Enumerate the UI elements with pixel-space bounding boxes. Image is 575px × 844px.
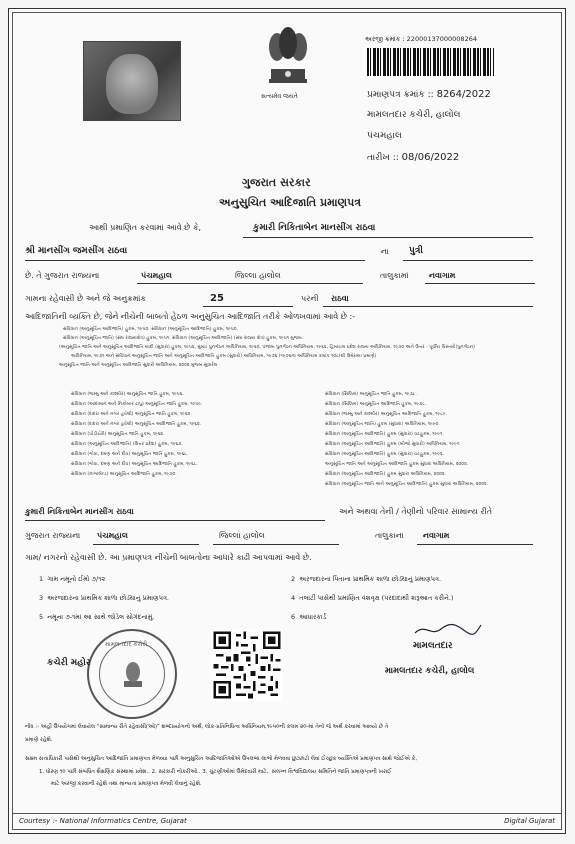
barcode (367, 48, 494, 76)
date-label: તારીખ (367, 153, 390, 163)
order-left-item: સંવિધાન (ગોવા, દમણ અને દીવ) અનુસૂચિત આદિજાતિ હુકમ, ૧૯૬૮. (71, 462, 198, 467)
order-right-item: સંવિધાન (અનુસૂચિત આદિજાતિ) હુકમ સુધારા અધિનિયમ, ૨૦૦૨. (325, 472, 447, 477)
taluka-label: તાલુકામાં (380, 271, 409, 280)
order-right-item: સંવિધાન (જમ્મુ અને કાશ્મીર) અનુસૂચિત આદિજાતિ હુકમ, ૧૯૮૯. (325, 412, 447, 417)
recognition-line: આદિજાતિની વ્યક્તિ છે, જેને નીચેની બાબતો હેઠળ અનુસુચિત આદિજાતિ તરીકે ઓળખવામાં આવે છે :- (25, 312, 356, 321)
applicant-name: કુમારી નિકિતાબેન માનસીંગ રાઠવા (253, 223, 376, 233)
order-right-item: સંવિધાન (અનુસૂચિત જાતિ) હુકમ (સુધારા) અધિનિયમ, ૧૯૯૦. (325, 422, 440, 427)
office-stamp-text: કચેરી મહોર (47, 658, 91, 668)
serial-number: 25 (210, 293, 224, 304)
brand-text: Digital Gujarat (504, 817, 555, 825)
order-right-item: સંવિધાન (અનુસૂચિત જાતિ અને અનુસૂચિત આદિજાતિ) હુકમ સુધારા અધિનિયમ, ૨૦૦૨. (325, 482, 489, 487)
application-number: અરજી ક્રમાંક : 22000137000008264 (365, 35, 477, 43)
order-left-item: સંવિધાન (દાદરા અને નગર હવેલી) અનુસૂચિત આદિજાતિ હુકમ, ૧૯૬૨. (71, 422, 202, 427)
state-prefix: છે. તે ગુજરાત રાજ્યના (25, 271, 100, 280)
state-prefix-2: ગુજરાત રાજ્યના (25, 531, 81, 540)
relation-suffix: ના (381, 247, 389, 256)
relation: પુત્રી (409, 246, 423, 256)
issuing-office: મામલતદાર કચેરી, હાલોલ (367, 110, 461, 120)
signatory-office: મામલતદાર કચેરી, હાલોલ (385, 666, 475, 676)
basis-item: 1 ગામ નમૂનો ઈમો ૭/૧૨ (39, 575, 106, 583)
taluka-district: જિલ્લા હાલોલ (235, 271, 281, 280)
tribe-name: રાઠવા (331, 294, 349, 303)
certificate-border (12, 12, 562, 830)
family-line: અને અથવા તેની / તેણીનો પરિવાર સામાન્ય રીતે (339, 507, 493, 516)
signatory-designation: મામલતદાર (413, 641, 453, 651)
emblem-caption: સત્યમેવ જયતે (261, 93, 298, 100)
office-seal (87, 629, 177, 719)
order-right-item: સંવિધાન (સિક્કિમ) અનુસૂચિત જાતિ હુકમ, ૧૯૭૮. (325, 392, 417, 397)
order-left-item: સંવિધાન (દાદરા અને નગર હવેલી) અનુસૂચિત જાતિ હુકમ, ૧૯૬૨. (71, 412, 192, 417)
note-line: માટે અરજી કરવાની રહેશે તથા માન્યતા પ્રમાણપત્ર મેળવી લેવાનું રહેશે. (51, 781, 202, 787)
order-right-item: સંવિધાન (અનુસૂચિત આદિજાતિ) હુકમ (બીજો સુધારો) અધિનિયમ, ૧૯૯૧. (325, 442, 461, 447)
order-left-item: સંવિધાન (અનુસૂચિત આદિજાતિ) (ઉત્તર પ્રદેશ) હુકમ, ૧૯૬૭. (71, 442, 183, 447)
order-line: સંવિધાન (અનુસૂચિત જાતિ) (સંઘ રાજ્યક્ષેત્ર) હુકમ, ૧૯૫૧. સંવિધાન (અનુસૂચિત આદિજાતિ) (સંઘ રાજ્ય ક્ષેત્ર) હુકમ, ૧૯૫૧ મુજબ. (63, 336, 304, 341)
basis-item: 4 તલાટી પાસેથી પ્રમાણિત વંશવૃક્ષ (પરદાદાથી શરૂઆત કરીને.) (291, 594, 454, 602)
seal-text: મામલતદાર કચેરી (105, 641, 148, 648)
national-emblem-icon (265, 25, 311, 95)
certificate-number: 8264/2022 (436, 89, 491, 100)
order-left-item: સંવિધાન (પોંડીચેરી) અનુસૂચિત જાતિ હુકમ, ૧૯૬૪. (71, 432, 165, 437)
taluka-label-2: તાલુકાના (375, 531, 404, 540)
father-name: શ્રી માનસીંગ જમસીંગ રાઠવા (25, 246, 128, 256)
note-line: 1. ધોરણ ૧૦ પછી સંબંધિત શૈક્ષણિક સંસ્થામાં પ્રવેશ.. 2. સરકારી નોકરીઓ.. 3. ચુંટણીઓમાં ઉમેદવારી માટે.. સંલગ્ન વિશ્વવિદ્યાલય સમિતિને જાતિ પ્રમાણપત્રની ખરાઈ (39, 769, 392, 775)
certificate-page (8, 8, 566, 834)
issue-date: 08/06/2022 (401, 152, 460, 163)
basis-item: 3 અરજદારના પ્રાથમિક શાળા છોડ્યાનું પ્રમાણપત્ર. (39, 594, 170, 602)
applicant-photo (83, 41, 181, 121)
district-header: પંચમહાલ (367, 131, 402, 141)
seal-emblem-icon (121, 661, 145, 691)
certificate-number-row: પ્રમાણપત્ર ક્રમાંક :: 8264/2022 (367, 89, 491, 100)
order-left-item: સંવિધાન (નાગાલેન્ડ) અનુસૂચિત આદિજાતિ હુકમ, ૧૯૭૦. (71, 472, 177, 477)
district-value-2: પંચમહાલ (97, 531, 128, 540)
order-right-item: સંવિધાન (અનુસૂચિત આદિજાતિ) હુકમ (સુધારા) વટહુકમ, ૧૯૯૬. (325, 452, 445, 457)
order-right-item: સંવિધાન (સિક્કિમ) અનુસૂચિત આદિજાતિ હુકમ, ૧૯૭૮. (325, 402, 427, 407)
note-line: નોંધ :- અહીં ઉપયોગમાં લેવાયેલ “સામાન્ય રીતે રહેવાસી(ઓ)” શબ્દપ્રયોગનો અર્થ, લોક-પ્રતિનિધિત્વ અધિનિયમ,૧૯૫૦ની કલમ ૨૦-માં તેનો જે અર્થ કરવામાં આવ્યો છે તે (25, 724, 389, 730)
certificate-title: અનુસુચિત આદિજાતિ પ્રમાણપત્ર (219, 196, 362, 209)
order-line: અધિનિયમ, ૧૯૭૧ અને સંવિધાન અનુસૂચિત જાતિ અને અનુસૂચિત આદિજાતિ હુકમ (સુધારો) અધિનિયમ, ૧૯૭૬ (૧૯૭૬નાં અધિનિયમ ક્રમાંક ૧૦૮)થી ઉમેરાયા પ્રમાણે) (71, 354, 377, 359)
basis-item: 2 અરજદારના પિતાના પ્રાથમિક શાળા છોડ્યાનું પ્રમાણપત્ર. (291, 575, 442, 583)
order-right-item: અનુસૂચિત જાતિ અને અનુસૂચિત આદિજાતિ હુકમ સુધારા અધિનિયમ, ૨૦૦૨. (325, 462, 469, 467)
order-line: સંવિધાન (અનુસૂચિત આદિજાતિ) હુકમ, ૧૯૫૦. સંવિધાન (અનુસૂચિત આદિજાતિ) હુકમ, ૧૯૫૦. (63, 327, 238, 332)
order-left-item: સંવિધાન (આંદામાન અને નિકોબાર ટાપુ) અનુસૂચિત જાતિ હુકમ, ૧૯૫૯. (71, 402, 203, 407)
courtesy-text: Courtesy :- National Informatics Centre, Gujarat (19, 817, 187, 825)
serial-suffix: પરની (301, 294, 319, 303)
government-title: ગુજરાત સરકાર (242, 176, 311, 189)
date-row: તારીખ :: 08/06/2022 (367, 152, 460, 163)
order-right-item: સંવિધાન (અનુસૂચિત આદિજાતિ) હુકમ (સુધારા) વટહુકમ, ૧૯૯૧. (325, 432, 444, 437)
taluka-district-2: જિલ્લા હાલોલ (219, 531, 265, 540)
footer-bar (13, 813, 561, 829)
basis-item: 6 આધારકાર્ડ (291, 613, 327, 621)
applicant-name-repeat: કુમારી નિકિતાબેન માનસીંગ રાઠવા (25, 507, 134, 516)
intro-text: આથી પ્રમાણિત કરવામાં આવે છે કે, (89, 223, 202, 232)
certificate-number-label: પ્રમાણપત્ર ક્રમાંક (367, 90, 425, 100)
village-value: નવાગામ (429, 271, 456, 280)
residence-line: ગામ/ નગરનો રહેવાસી છે. આ પ્રમાણપત્ર નીચેની બાબતોના આધારે કાઢી આપવામાં આવે છે. (25, 553, 312, 562)
order-line: અનુસૂચિત જાતિ અને અનુસૂચિત આદિજાતિ સુધારો અધિનિયમ, ૨૦૦૨ મુજબ સુધારેલ (59, 363, 218, 368)
village-prefix: ગામના રહેવાસી છે અને જે અનુક્રમાંક (25, 294, 147, 303)
qr-code (211, 629, 283, 701)
district-value: પંચમહાલ (141, 271, 172, 280)
order-left-item: સંવિધાન (ગોવા, દમણ અને દીવ) અનુસૂચિત જાતિ હુકમ, ૧૯૬૮. (71, 452, 189, 457)
note-line: પ્રમાણે રહેશે. (25, 737, 53, 743)
order-line: (અનુસૂચિત જાતિ અને અનુસૂચિત આદિજાતિ યાદી (સુધારા) હુકમ, ૧૯૫૬, મુંબઇ પુનર્ગઠન અધિનિયમ, ૧૯૬૦, પંજાબ પુનર્ગઠન અધિનિયમ, ૧૯૬૬, હિમાચલ પ્રદેશ રાજ્ય અધિનિયમ, ૧૯૭૦ અને ઉત્તર - પૂર્વીય વિસ્તારો(પુનર્ગઠન) (59, 345, 475, 350)
basis-item: 5 નમૂના ૭-૧માં આ સાથે જોડેલ સોગંદનામું. (39, 613, 155, 621)
village-value-2: નવાગામ (423, 531, 450, 540)
signature-scribble (413, 621, 483, 639)
note-line: સક્ષમ સત્તાધિકારી પાસેથી અનુસુચિત આદિજાતિ પ્રમાણપત્ર મેળવ્યા પછી અનુસુચિત આદિજાતિઓએ ઉપલબ્ધ લાભો મેળવવા છુટછાટો લેવા ઈચ્છુક વ્યક્તિએ પ્રમાણપત્ર સાથે જોઈએ કે, (25, 756, 418, 762)
order-left-item: સંવિધાન (જમ્મુ અને કાશ્મીર) અનુસૂચિત જાતિ હુકમ, ૧૯૫૬. (71, 392, 184, 397)
